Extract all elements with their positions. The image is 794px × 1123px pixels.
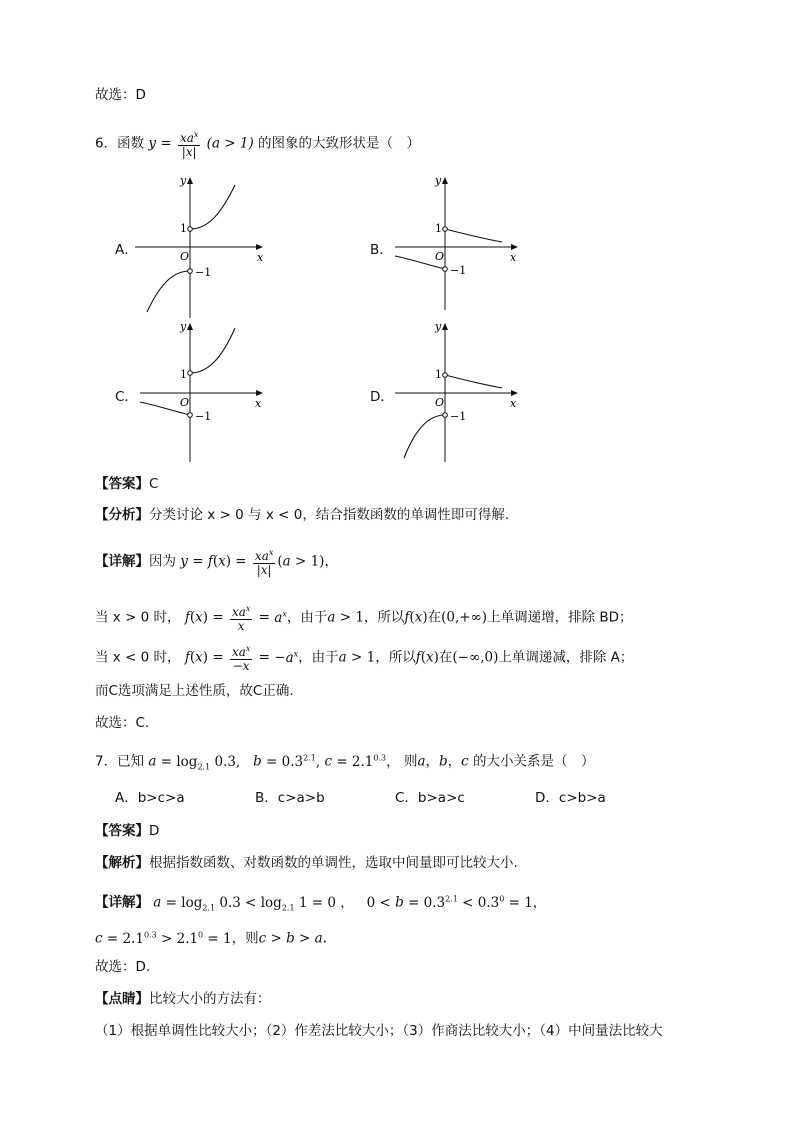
x-axis-arrow: [256, 244, 263, 250]
curve-right: [190, 185, 235, 229]
q7-answer: 【答案】D: [95, 823, 160, 839]
q6-detail-3: 当 x < 0 时， f(x) = $\frac{xa^x}{-x}$ = $-a^x$，由于a > 1，所以f(x)在(−∞,0)上单调递减，排除 A；: [95, 644, 634, 673]
open-point-neg: [443, 413, 448, 418]
tick-1-label: 1: [180, 222, 187, 235]
q6-formula-y: y: [148, 135, 157, 152]
curve-right: [445, 375, 502, 388]
curve-left: [404, 415, 445, 458]
tick-neg1-label: −1: [195, 266, 212, 279]
answer-tag: 【答案】: [95, 476, 149, 492]
open-point-pos: [188, 371, 193, 376]
tick-neg1-label: −1: [195, 410, 212, 423]
x-axis-label: x: [257, 251, 264, 264]
q6-option-a-label: A．: [115, 242, 138, 258]
detail-tag: 【详解】: [95, 553, 149, 570]
open-point-neg: [443, 267, 448, 272]
q7-detail-2: $c = 2.1^{0.3} > 2.1^0 = 1$，则c > b > a.: [95, 930, 328, 947]
q6-graph-a: [135, 170, 275, 320]
origin-label: O: [180, 396, 190, 409]
q6-option-c-label: C．: [115, 389, 138, 405]
tick-1-label: 1: [435, 368, 442, 381]
prev-answer-select: 故选：D: [95, 87, 146, 103]
curve-left: [147, 271, 190, 312]
q6-stem-post: 的图象的大致形状是（ ）: [258, 135, 421, 152]
origin-label: O: [435, 250, 445, 263]
q6-answer: [95, 475, 158, 493]
analysis-tag: 【分析】: [95, 507, 149, 523]
curve-right: [190, 328, 235, 373]
x-axis-label: x: [510, 251, 517, 264]
q6-formula-cond: (a > 1): [206, 135, 254, 152]
q7-select: 故选：D.: [95, 959, 151, 975]
q7-methods: （1）根据单调性比较大小；（2）作差法比较大小；（3）作商法比较大小；（4）中间量法比较大: [95, 1023, 663, 1039]
origin-label: O: [180, 250, 190, 263]
q7-stem: 7．已知 $a = \log_{2.1} 0.3$, $b = 0.3^{2.1}$, $c = 2.1^{0.3}$， 则a，b，c 的大小关系是（ ）: [95, 753, 595, 772]
q6-stem: 6．函数 y = $\frac{xa^x}{|x|}$ (a > 1) 的图象的大致形状是（ ）: [95, 130, 421, 159]
q6-detail-2: 当 x > 0 时， f(x) = $\frac{xa^x}{x}$ = $a^x$，由于a > 1，所以f(x)在(0,+∞)上单调递增，排除 BD；: [95, 604, 633, 633]
q6-detail-1: 【详解】因为 y = f(x) = $\frac{xa^x}{|x|}$ (a > 1)，: [95, 548, 338, 577]
y-axis-label: y: [435, 320, 442, 333]
y-axis-label: y: [180, 320, 187, 333]
open-point-pos: [188, 227, 193, 232]
q6-stem-pre: 函数: [117, 135, 145, 152]
q7-option-a[interactable]: A．b>c>a: [115, 790, 185, 806]
q6-detail-4: 而C选项满足上述性质，故C正确.: [95, 683, 294, 699]
x-axis-arrow: [511, 390, 518, 396]
y-axis-arrow: [442, 323, 448, 330]
q7-detail-1: 【详解】 $a = \log_{2.1} 0.3 < \log_{2.1} 1 = 0$ ， $0 < b = 0.3^{2.1} < 0.3^0 = 1$，: [95, 894, 547, 913]
q7-analysis: 【解析】根据指数函数、对数函数的单调性，选取中间量即可比较大小.: [95, 855, 518, 871]
y-axis-arrow: [187, 323, 193, 330]
q6-option-d-label: D．: [370, 389, 394, 405]
answer-value: C: [149, 476, 159, 492]
y-axis-label: y: [180, 174, 187, 187]
x-axis-arrow: [511, 244, 518, 250]
q6-graph-b: [390, 170, 530, 320]
q7-options: [115, 789, 645, 807]
x-axis-arrow: [256, 390, 263, 396]
tick-1-label: 1: [435, 222, 442, 235]
analysis-text: 分类讨论 x > 0 与 x < 0，结合指数函数的单调性即可得解.: [149, 507, 510, 523]
q7-option-b[interactable]: B．c>a>b: [255, 790, 325, 806]
q6-graph-c: [135, 316, 275, 466]
y-axis-arrow: [187, 177, 193, 184]
q6-option-b-label: B．: [370, 242, 393, 258]
curve-right: [445, 229, 502, 242]
q6-formula-fraction: $\frac{xa^x}{|x|}$: [179, 130, 199, 159]
q7-option-c[interactable]: C．b>a>c: [395, 790, 465, 806]
y-axis-arrow: [442, 177, 448, 184]
q6-analysis: [95, 506, 509, 524]
y-axis-label: y: [435, 174, 442, 187]
q7-option-d[interactable]: D．c>b>a: [535, 790, 606, 806]
tick-neg1-label: −1: [450, 410, 467, 423]
tick-1-label: 1: [180, 368, 187, 381]
q7-note: 【点睛】比较大小的方法有：: [95, 991, 271, 1007]
q6-number: 6．: [95, 135, 118, 152]
tick-neg1-label: −1: [450, 264, 467, 277]
x-axis-label: x: [510, 397, 517, 410]
q6-select: 故选：C.: [95, 715, 150, 731]
open-point-neg: [188, 269, 193, 274]
open-point-pos: [443, 227, 448, 232]
x-axis-label: x: [255, 397, 262, 410]
origin-label: O: [435, 396, 445, 409]
open-point-neg: [188, 413, 193, 418]
open-point-pos: [443, 373, 448, 378]
q6-graph-d: [390, 316, 530, 466]
